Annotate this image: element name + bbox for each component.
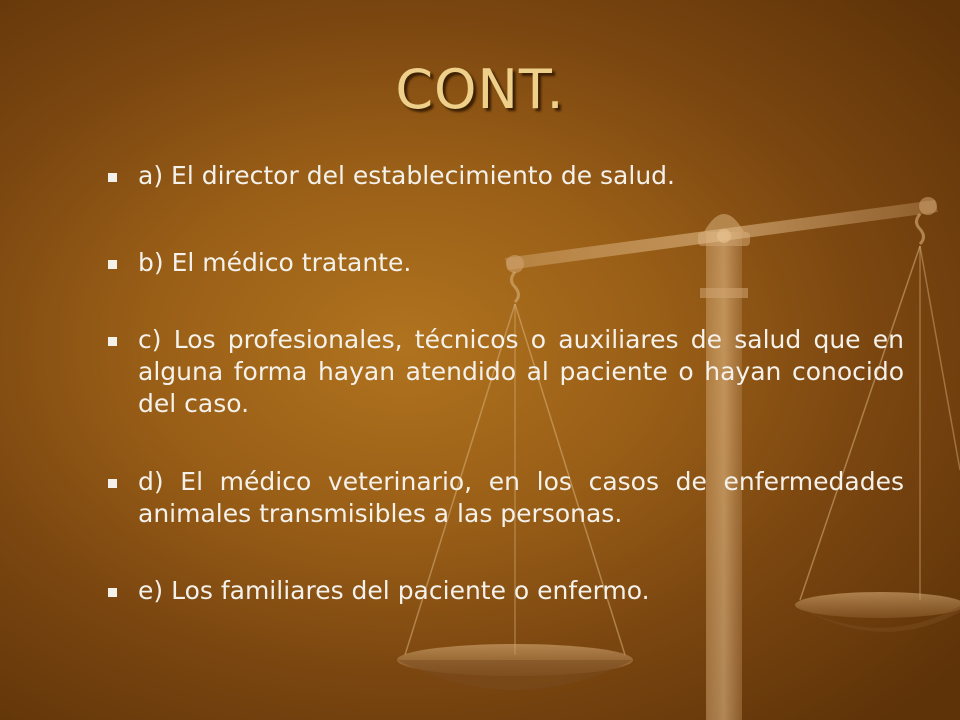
bullet-text: e) Los familiares del paciente o enfermo. (138, 576, 650, 605)
bullet-text: a) El director del establecimiento de salud. (138, 161, 675, 190)
bullet-text: b) El médico tratante. (138, 248, 412, 277)
list-item (104, 247, 904, 279)
list-item (104, 575, 904, 607)
bullet-text: d) El médico veterinario, en los casos de enfermedades animales transmisibles a las personas. (138, 467, 904, 528)
square-bullet-icon (108, 479, 117, 488)
bullet-text: c) Los profesionales, técnicos o auxiliares de salud que en alguna forma hayan atendido al paciente o hayan conocido del caso. (138, 325, 904, 418)
square-bullet-icon (108, 173, 117, 182)
square-bullet-icon (108, 260, 117, 269)
square-bullet-icon (108, 337, 117, 346)
list-item (104, 466, 904, 530)
square-bullet-icon (108, 588, 117, 597)
list-item (104, 324, 904, 420)
bullet-list (104, 160, 904, 607)
slide-title: CONT. (395, 58, 565, 121)
list-item (104, 160, 904, 192)
